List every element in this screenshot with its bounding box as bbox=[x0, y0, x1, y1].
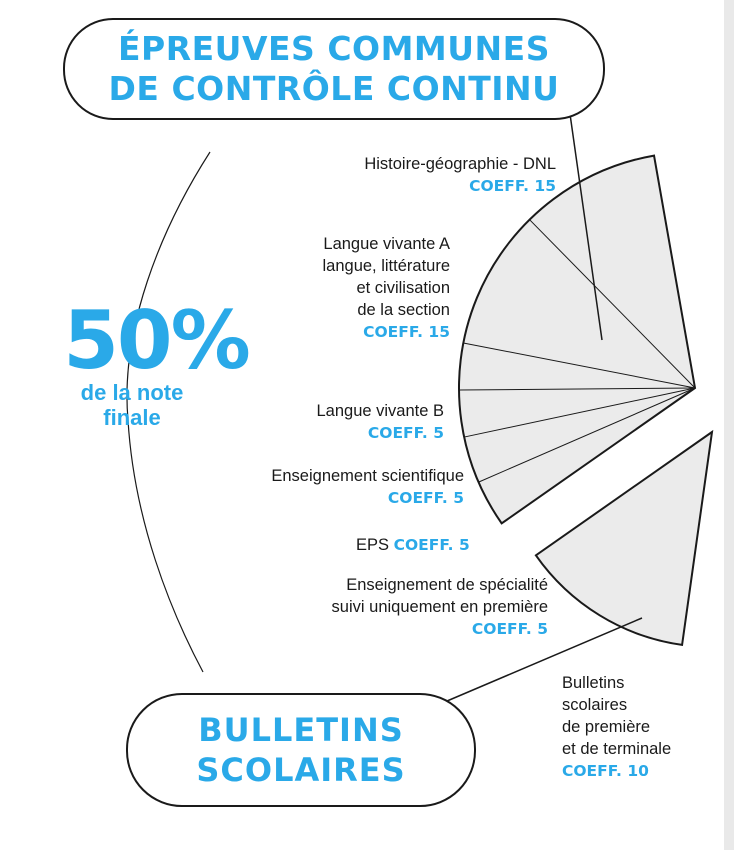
bottom-title-pill bbox=[126, 693, 476, 807]
top-title-pill bbox=[63, 18, 605, 120]
label-line: Enseignement scientifique bbox=[271, 467, 464, 485]
coef-value: COEFF. 5 bbox=[393, 536, 470, 554]
segment-label-specialite bbox=[332, 574, 548, 640]
label-line: Enseignement de spécialité bbox=[346, 576, 548, 594]
bottom-title-line-2: SCOLAIRES bbox=[196, 751, 406, 789]
percent-value: 50% bbox=[63, 294, 249, 387]
segment-label-lvb bbox=[316, 400, 444, 444]
percent-caption-line-1: de la note bbox=[80, 380, 184, 405]
label-line: et civilisation bbox=[356, 279, 450, 297]
label-line: Langue vivante B bbox=[316, 402, 444, 420]
segment-label-eps bbox=[356, 534, 470, 556]
label-line: langue, littérature bbox=[322, 257, 450, 275]
coef-value: COEFF. 15 bbox=[363, 323, 450, 341]
label-line: Histoire-géographie - DNL bbox=[364, 155, 556, 173]
coef-value: COEFF. 5 bbox=[387, 489, 464, 507]
coef-value: COEFF. 5 bbox=[367, 424, 444, 442]
coef-value: COEFF. 5 bbox=[471, 620, 548, 638]
top-title-line-2: DE CONTRÔLE CONTINU bbox=[108, 69, 560, 108]
segment-label-histoire bbox=[364, 153, 556, 197]
top-title-line-1: ÉPREUVES COMMUNES bbox=[118, 29, 550, 68]
label-line: suivi uniquement en première bbox=[331, 598, 548, 616]
bottom-title-line-1: BULLETINS bbox=[198, 711, 404, 749]
percent-caption-line-2: finale bbox=[103, 405, 161, 430]
label-line: Bulletins bbox=[562, 674, 625, 692]
coef-value: COEFF. 10 bbox=[562, 762, 649, 780]
label-line: de première bbox=[562, 718, 651, 736]
segment-label-scientifique bbox=[271, 465, 464, 509]
coef-value: COEFF. 15 bbox=[469, 177, 556, 195]
label-line: et de terminale bbox=[562, 740, 672, 758]
percent-caption bbox=[58, 380, 206, 430]
label-line: scolaires bbox=[562, 696, 628, 714]
label-line: de la section bbox=[357, 301, 450, 319]
label-line: Langue vivante A bbox=[323, 235, 450, 253]
segment-label-lva bbox=[323, 233, 451, 343]
segment-label-bulletins bbox=[562, 672, 671, 782]
label-line: EPS bbox=[356, 536, 390, 554]
